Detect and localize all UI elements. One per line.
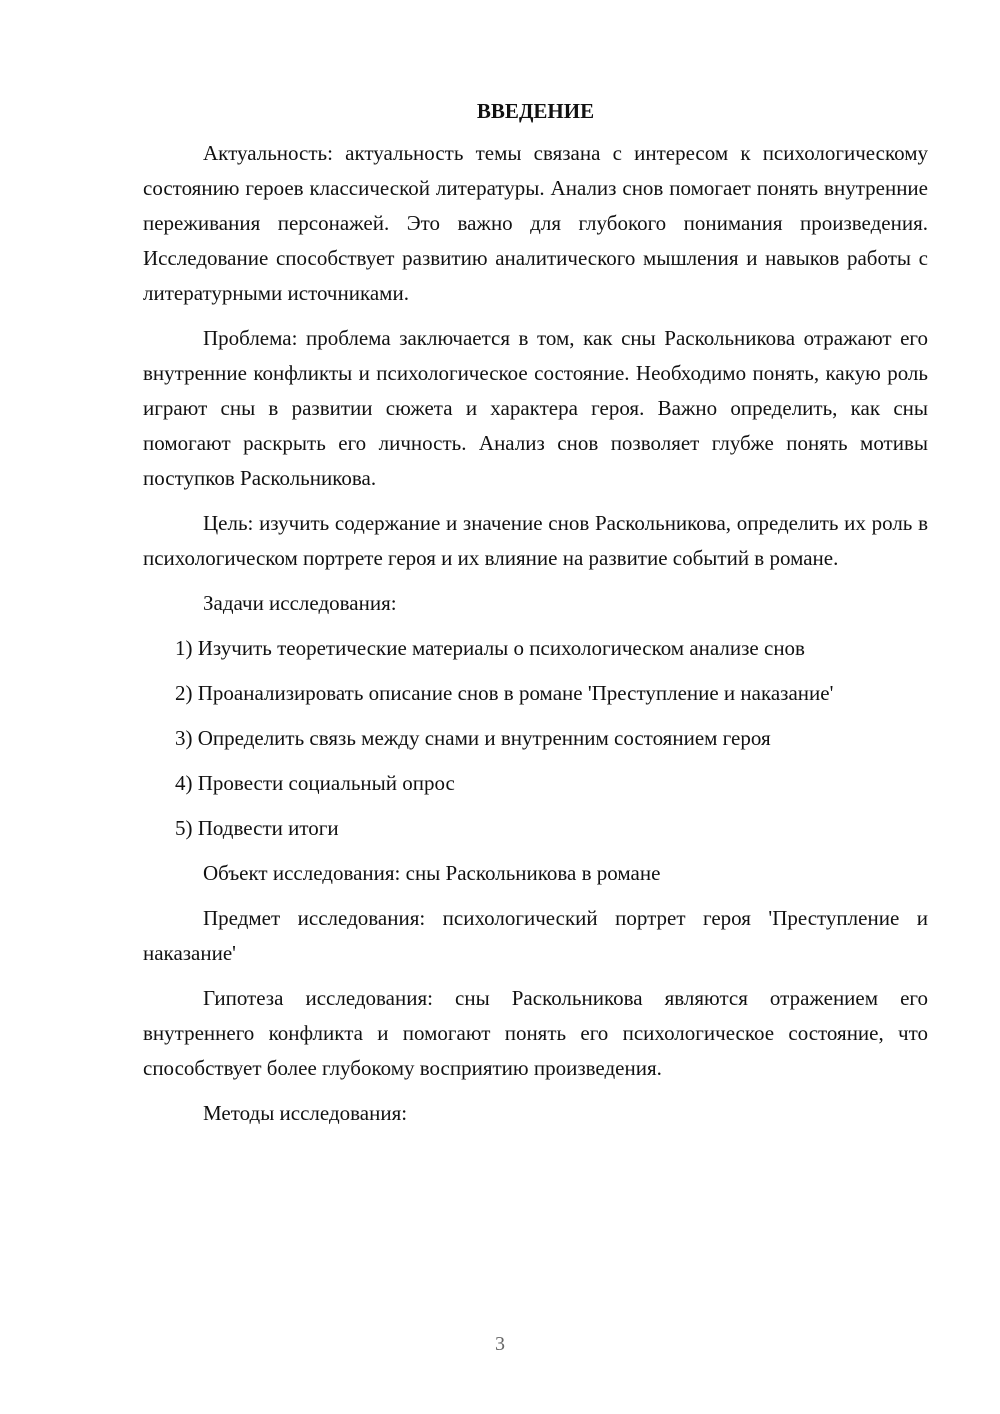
task-item-4: 4) Провести социальный опрос [175,771,455,795]
relevance-paragraph: Актуальность: актуальность темы связана с интересом к психологическому состоянию героев классической литературы. Анализ снов помогает понять внутренние переживания персонажей. Это важно для глубокого понимания произведения. Исследование способствует развитию аналитического мышления и навыков работы с литературными источниками. [143,141,928,305]
goal-paragraph: Цель: изучить содержание и значение снов Раскольникова, определить их роль в психологическом портрете героя и их влияние на развитие событий в романе. [143,511,928,570]
section-title: ВВЕДЕНИЕ [476,99,595,123]
task-item-1: 1) Изучить теоретические материалы о психологическом анализе снов [175,636,805,660]
page-number: 3 [495,1333,505,1355]
problem-paragraph: Проблема: проблема заключается в том, как сны Раскольникова отражают его внутренние конфликты и психологическое состояние. Необходимо понять, какую роль играют сны в развитии сюжета и характера героя. Важно определить, как сны помогают раскрыть его личность. Анализ снов позволяет глубже понять мотивы поступков Раскольникова. [143,326,928,490]
subject-paragraph: Предмет исследования: психологический портрет героя 'Преступление и наказание' [143,906,928,965]
task-item-2: 2) Проанализировать описание снов в романе 'Преступление и наказание' [175,681,834,705]
tasks-heading: Задачи исследования: [203,591,397,615]
methods-heading: Методы исследования: [203,1101,408,1125]
document-page [143,96,928,1131]
task-item-5: 5) Подвести итоги [175,816,339,840]
task-item-3: 3) Определить связь между снами и внутренним состоянием героя [175,726,771,750]
object-paragraph: Объект исследования: сны Раскольникова в романе [203,861,661,885]
hypothesis-paragraph: Гипотеза исследования: сны Раскольникова являются отражением его внутреннего конфликта и помогают понять его психологическое состояние, что способствует более глубокому восприятию произведения. [143,986,928,1080]
